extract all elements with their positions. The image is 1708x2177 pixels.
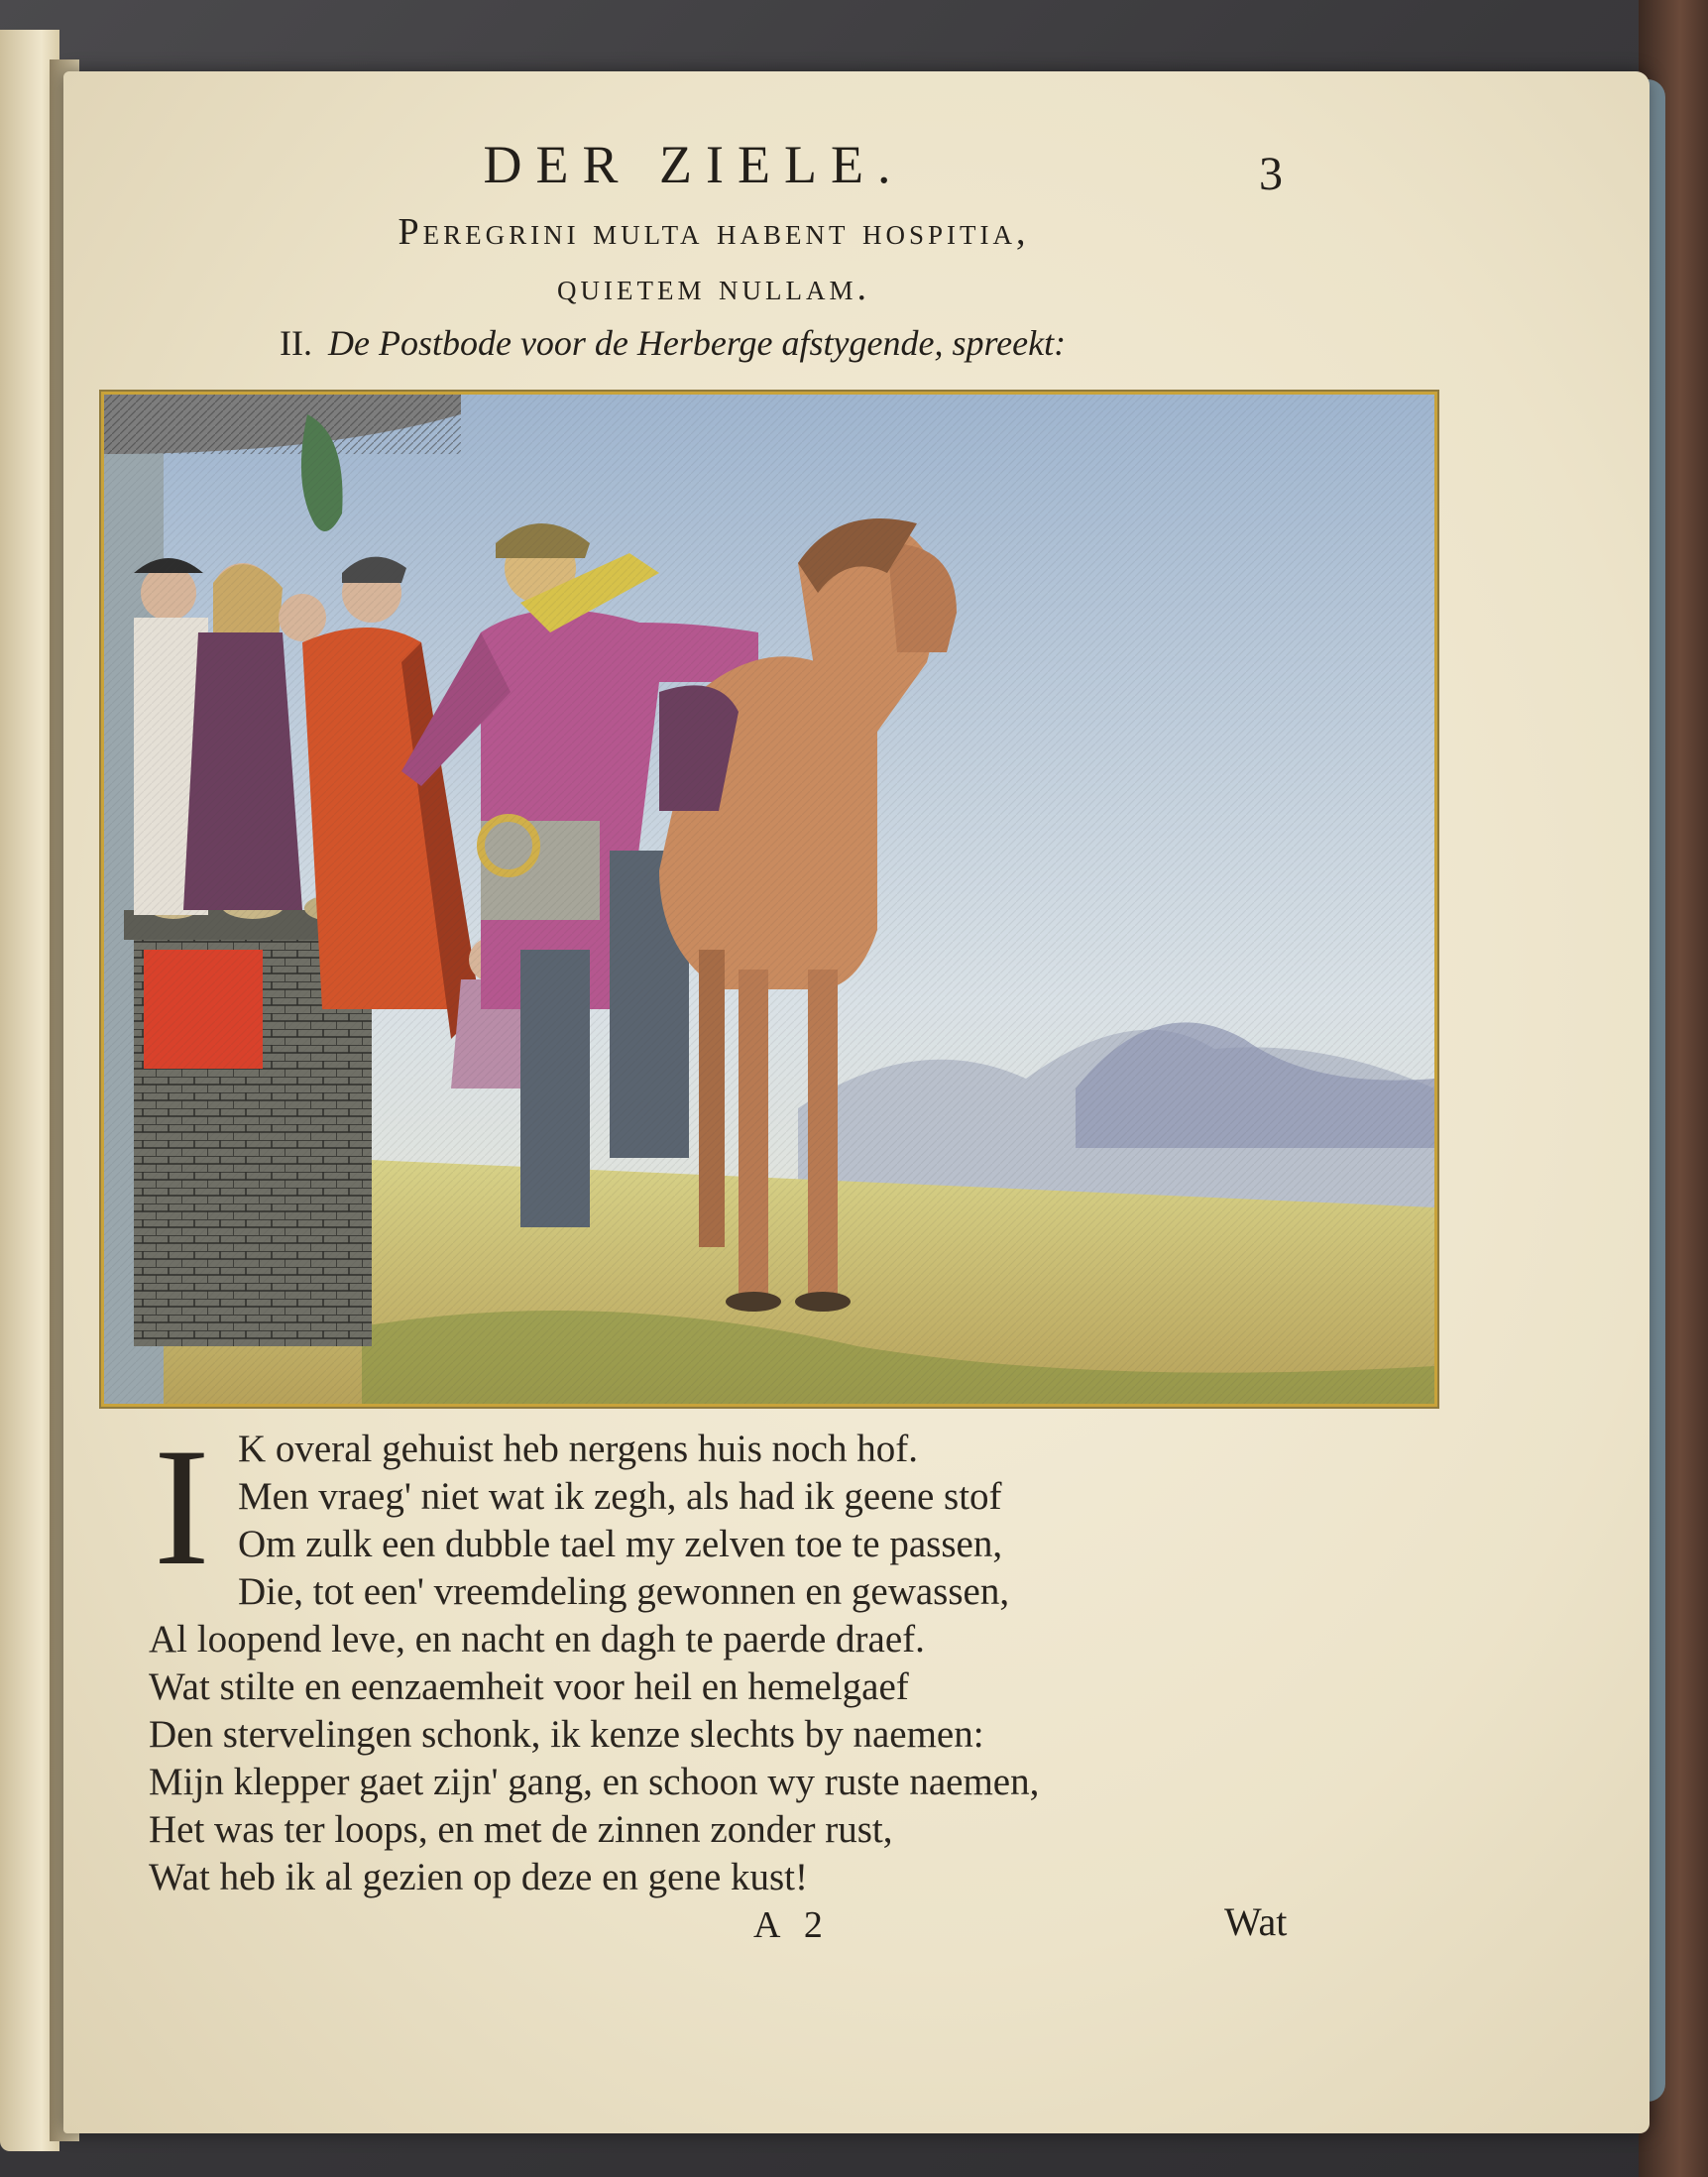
poem-line: Den stervelingen schonk, ik kenze slechts by naemen: (149, 1713, 984, 1756)
signature-mark: A 2 (753, 1904, 831, 1946)
poem-text (149, 1414, 1338, 1901)
motto-line-2: quietem nullam. (557, 267, 870, 308)
poem-line: Die, tot een' vreemdeling gewonnen en gewassen, (238, 1570, 1010, 1613)
motto-line-1: Peregrini multa habent hospitia, (398, 211, 1030, 253)
engraved-illustration (101, 392, 1437, 1407)
postman-dismounting-engraving (104, 395, 1434, 1404)
poem-line: Om zulk een dubble tael my zelven toe te passen, (238, 1523, 1003, 1565)
poem-line: Al loopend leve, en nacht en dagh te paerde draef. (149, 1618, 925, 1661)
running-title: DER ZIELE. (483, 135, 905, 194)
poem-line: Wat stilte en eenzaemheit voor heil en hemelgaef (149, 1665, 909, 1708)
drop-cap: I (154, 1414, 210, 1600)
emblem-subheading (280, 322, 1172, 364)
poem-line: K overal gehuist heb nergens huis noch hof. (238, 1428, 918, 1470)
poem-line: Men vraeg' niet wat ik zegh, als had ik geene stof (238, 1475, 1002, 1518)
emblem-subheading-text: De Postbode voor de Herberge afstygende, spreekt: (327, 323, 1067, 363)
poem-line: Het was ter loops, en met de zinnen zonder rust, (149, 1808, 893, 1851)
emblem-number: II. (280, 323, 312, 363)
poem-line: Wat heb ik al gezien op deze en gene kust! (149, 1856, 808, 1898)
catchword: Wat (1224, 1899, 1288, 1944)
page-number: 3 (1259, 148, 1283, 200)
poem-line: Mijn klepper gaet zijn' gang, en schoon wy ruste naemen, (149, 1761, 1040, 1803)
